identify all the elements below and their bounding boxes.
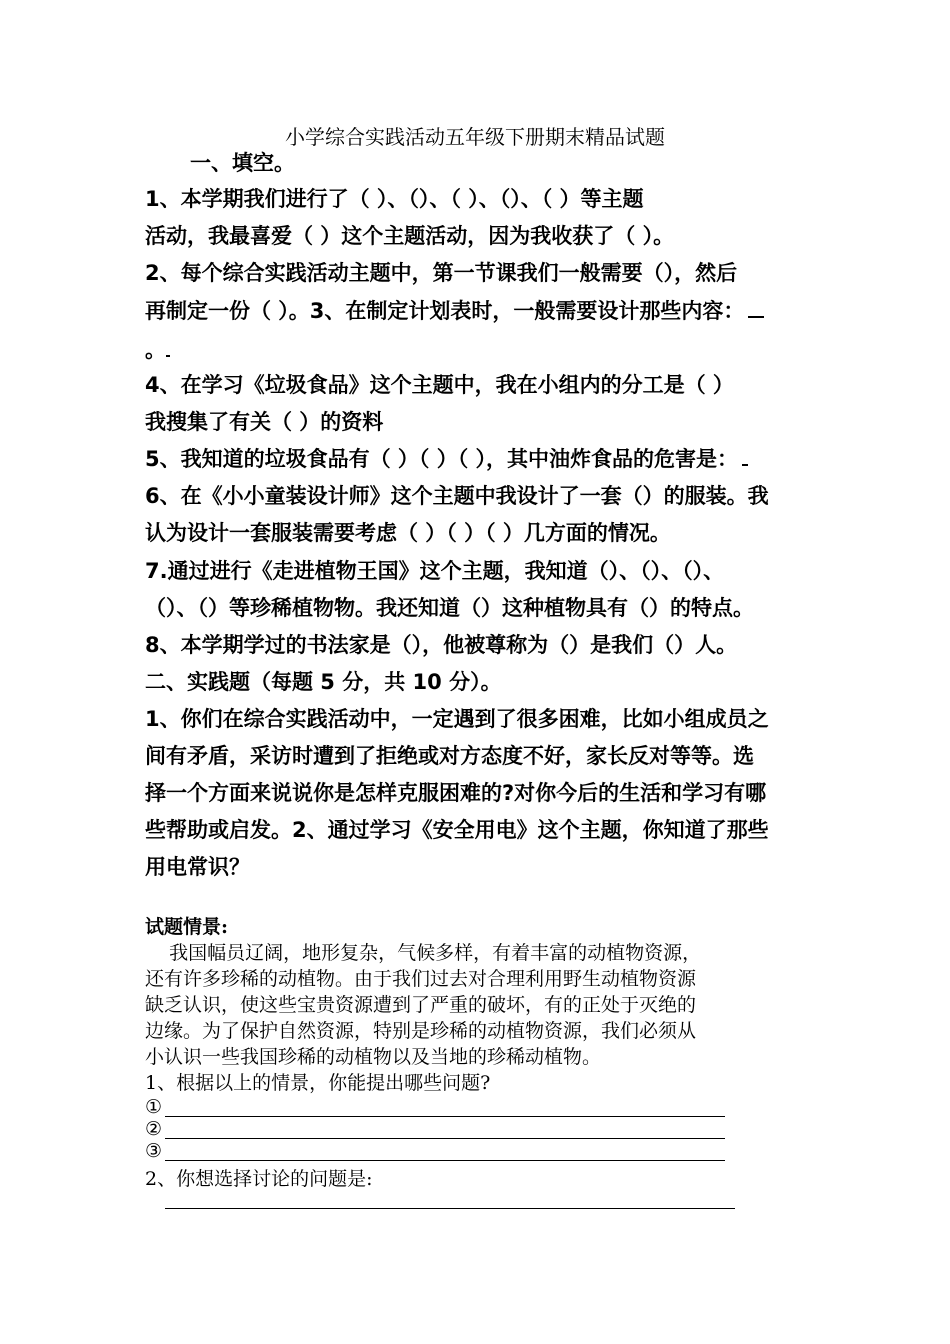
fill-line-4 [145, 296, 764, 326]
question-1: 1、根据以上的情景，你能提出哪些问题? [145, 1072, 491, 1094]
fill-blank [166, 335, 170, 357]
answer-rule-2 [165, 1138, 725, 1139]
fill-line-12: （）、（）等珍稀植物物。我还知道（）这种植物具有（）的特点。 [145, 596, 754, 620]
practice-line-3: 择一个方面来说说你是怎样克服困难的?对你今后的生活和学习有哪 [145, 781, 767, 805]
fill-line-4-text: 再制定一份（ ）。3、在制定计划表时，一般需要设计那些内容： [145, 299, 745, 323]
fill-line-8 [145, 444, 748, 474]
fill-blank [742, 444, 748, 466]
answer-marker-2: ② [145, 1118, 163, 1140]
fill-line-11: 7.通过进行《走进植物王国》这个主题，我知道（）、（）、（）、 [145, 559, 725, 583]
fill-line-5-text: 。 [145, 338, 166, 362]
fill-line-5 [145, 335, 170, 365]
answer-rule-1 [165, 1116, 725, 1117]
answer-marker-1: ① [145, 1096, 163, 1118]
scenario-line-5: 小认识一些我国珍稀的动植物以及当地的珍稀动植物。 [145, 1046, 602, 1068]
fill-line-2: 活动，我最喜爱（ ）这个主题活动，因为我收获了（ ）。 [145, 224, 675, 248]
practice-line-4: 些帮助或启发。2、通过学习《安全用电》这个主题，你知道了那些 [145, 818, 769, 842]
scenario-line-3: 缺乏认识，使这些宝贵资源遭到了严重的破坏，有的正处于灭绝的 [145, 994, 697, 1016]
scenario-line-2: 还有许多珍稀的动植物。由于我们过去对合理利用野生动植物资源 [145, 968, 697, 990]
fill-line-7: 我搜集了有关（ ）的资料 [145, 410, 384, 434]
fill-line-8-text: 5、我知道的垃圾食品有（ ）（ ）（ ），其中油炸食品的危害是： [145, 447, 739, 471]
fill-line-13: 8、本学期学过的书法家是（），他被尊称为（）是我们（）人。 [145, 633, 738, 657]
fill-line-6: 4、在学习《垃圾食品》这个主题中，我在小组内的分工是（ ） [145, 373, 734, 397]
question-2: 2、你想选择讨论的问题是: [145, 1168, 373, 1190]
fill-line-10: 认为设计一套服装需要考虑（ ）（ ）（ ）几方面的情况。 [145, 521, 671, 545]
question-2-answer-rule [165, 1208, 735, 1209]
practice-line-5: 用电常识？ [145, 855, 250, 879]
practice-line-1: 1、你们在综合实践活动中，一定遇到了很多困难，比如小组成员之 [145, 707, 769, 731]
page-title: 小学综合实践活动五年级下册期末精品试题 [285, 125, 665, 149]
scenario-line-4: 边缘。为了保护自然资源，特别是珍稀的动植物资源，我们必须从 [145, 1020, 697, 1042]
fill-blank [748, 296, 764, 318]
answer-rule-3 [165, 1160, 725, 1161]
answer-line-3 [145, 1140, 162, 1162]
answer-marker-3: ③ [145, 1140, 163, 1162]
practice-line-2: 间有矛盾，采访时遭到了拒绝或对方态度不好，家长反对等等。选 [145, 744, 754, 768]
scenario-title: 试题情景: [145, 916, 229, 938]
fill-line-9: 6、在《小小童装设计师》这个主题中我设计了一套（）的服装。我 [145, 484, 769, 508]
fill-line-1: 1、本学期我们进行了（ ）、（）、（ ）、（）、（ ）等主题 [145, 187, 644, 211]
answer-line-2 [145, 1118, 162, 1140]
section2-heading: 二、实践题（每题 5 分，共 10 分）。 [145, 670, 502, 694]
section1-heading: 一、填空。 [190, 151, 295, 175]
fill-line-3: 2、每个综合实践活动主题中，第一节课我们一般需要（），然后 [145, 261, 738, 285]
scenario-line-1: 我国幅员辽阔，地形复杂，气候多样，有着丰富的动植物资源， [145, 942, 702, 964]
answer-line-1 [145, 1096, 162, 1118]
